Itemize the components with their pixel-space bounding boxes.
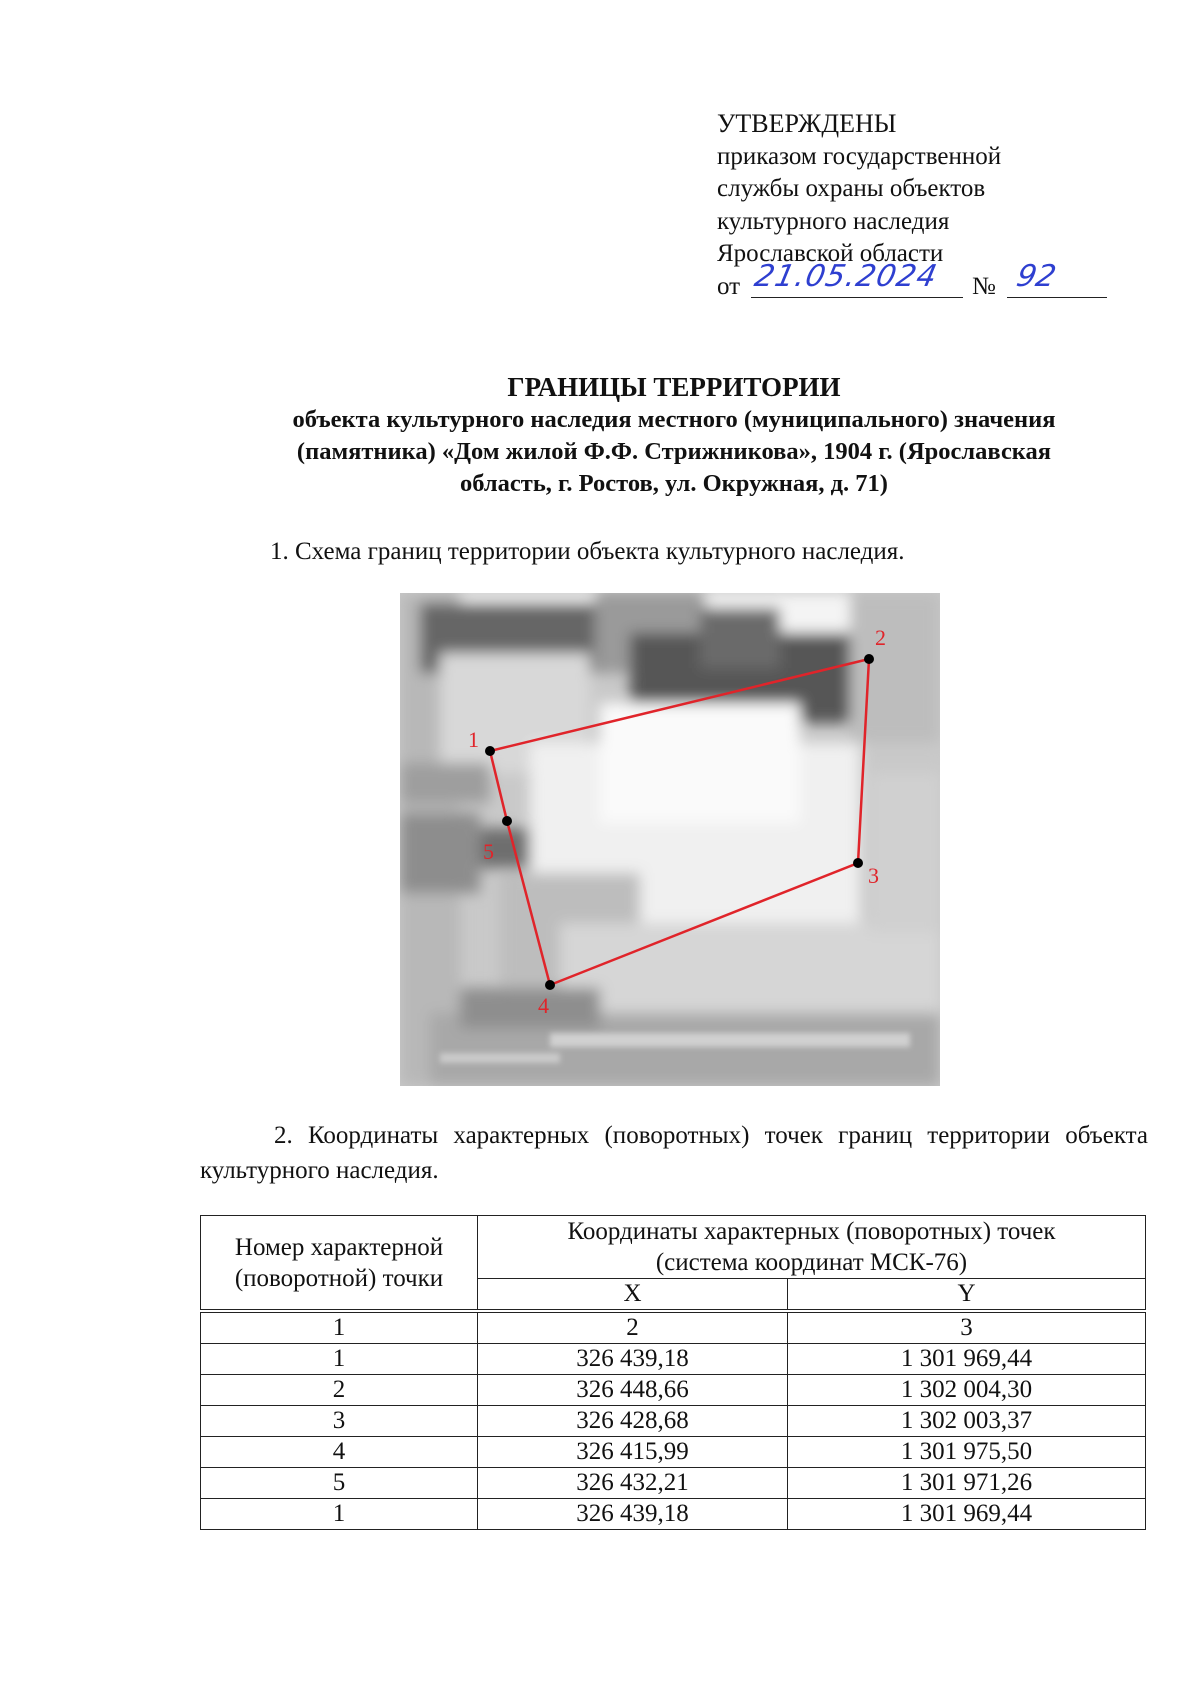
title-subtitle-line: объекта культурного наследия местного (муниципального) значения (292, 406, 1056, 433)
boundary-point-marker (853, 858, 863, 868)
header-x: X (478, 1279, 788, 1312)
index-cell: 2 (478, 1311, 788, 1344)
approval-line: приказом государственной (717, 142, 1002, 170)
boundary-point-label: 2 (875, 625, 886, 650)
section-2-heading: 2. Координаты характерных (поворотных) точек границ территории объекта культурного наследия. (200, 1122, 1148, 1184)
boundary-point-marker (485, 746, 495, 756)
date-underline (751, 297, 963, 298)
y-cell: 1 302 004,30 (788, 1375, 1146, 1406)
approval-date-line (717, 258, 1060, 304)
y-cell: 1 301 969,44 (788, 1344, 1146, 1375)
boundary-point-marker (545, 980, 555, 990)
header-coordinates-line: Координаты характерных (поворотных) точек (567, 1218, 1056, 1245)
title-subtitle-line: область, г. Ростов, ул. Окружная, д. 71) (460, 470, 888, 497)
x-cell: 326 415,99 (478, 1437, 788, 1468)
boundary-point-marker (502, 816, 512, 826)
approval-line: Ярославской области (717, 240, 944, 267)
boundary-scheme (400, 593, 940, 1086)
boundary-point-marker (864, 654, 874, 664)
table-row (201, 1468, 1146, 1499)
approval-block (717, 108, 1060, 304)
title-heading: ГРАНИЦЫ ТЕРРИТОРИИ (507, 372, 841, 402)
boundary-point-label: 5 (483, 839, 494, 864)
table-index-row (201, 1311, 1146, 1344)
handwritten-number: 92 (1013, 258, 1060, 294)
y-cell: 1 301 971,26 (788, 1468, 1146, 1499)
index-cell: 1 (201, 1311, 478, 1344)
y-cell: 1 301 969,44 (788, 1499, 1146, 1530)
coordinates-table (200, 1215, 1146, 1530)
date-prefix: от (717, 272, 741, 300)
x-cell: 326 432,21 (478, 1468, 788, 1499)
y-cell: 1 302 003,37 (788, 1406, 1146, 1437)
number-prefix: № (972, 272, 996, 300)
approval-line: культурного наследия (717, 207, 950, 235)
handwritten-date: 21.05.2024 (751, 258, 941, 294)
point-number-cell: 3 (201, 1406, 478, 1437)
boundary-point-label: 3 (868, 863, 879, 888)
header-point-number: Номер характерной (поворотной) точки (201, 1216, 478, 1312)
title-subtitle-line: (памятника) «Дом жилой Ф.Ф. Стрижникова», 1904 г. (Ярославская (296, 438, 1052, 465)
point-number-cell: 1 (201, 1344, 478, 1375)
header-coordinates (478, 1216, 1146, 1279)
x-cell: 326 439,18 (478, 1344, 788, 1375)
number-underline (1007, 297, 1107, 298)
x-cell: 326 428,68 (478, 1406, 788, 1437)
table-row (201, 1344, 1146, 1375)
y-cell: 1 301 975,50 (788, 1437, 1146, 1468)
header-coordinates-line: (система координат МСК-76) (655, 1249, 968, 1276)
table-row (201, 1499, 1146, 1530)
x-cell: 326 439,18 (478, 1499, 788, 1530)
header-y: Y (788, 1279, 1146, 1312)
table-row (201, 1437, 1146, 1468)
point-number-cell: 1 (201, 1499, 478, 1530)
point-number-cell: 4 (201, 1437, 478, 1468)
table-row (201, 1406, 1146, 1437)
table-header-row (201, 1216, 1146, 1279)
x-cell: 326 448,66 (478, 1375, 788, 1406)
point-number-cell: 2 (201, 1375, 478, 1406)
boundary-point-label: 4 (538, 993, 549, 1018)
boundary-point-label: 1 (468, 727, 479, 752)
point-number-cell: 5 (201, 1468, 478, 1499)
table-row (201, 1375, 1146, 1406)
document-title (200, 370, 1148, 500)
approval-header: УТВЕРЖДЕНЫ (717, 109, 897, 138)
index-cell: 3 (788, 1311, 1146, 1344)
approval-line: службы охраны объектов (717, 175, 986, 202)
section-1-heading: 1. Схема границ территории объекта культурного наследия. (270, 538, 905, 565)
